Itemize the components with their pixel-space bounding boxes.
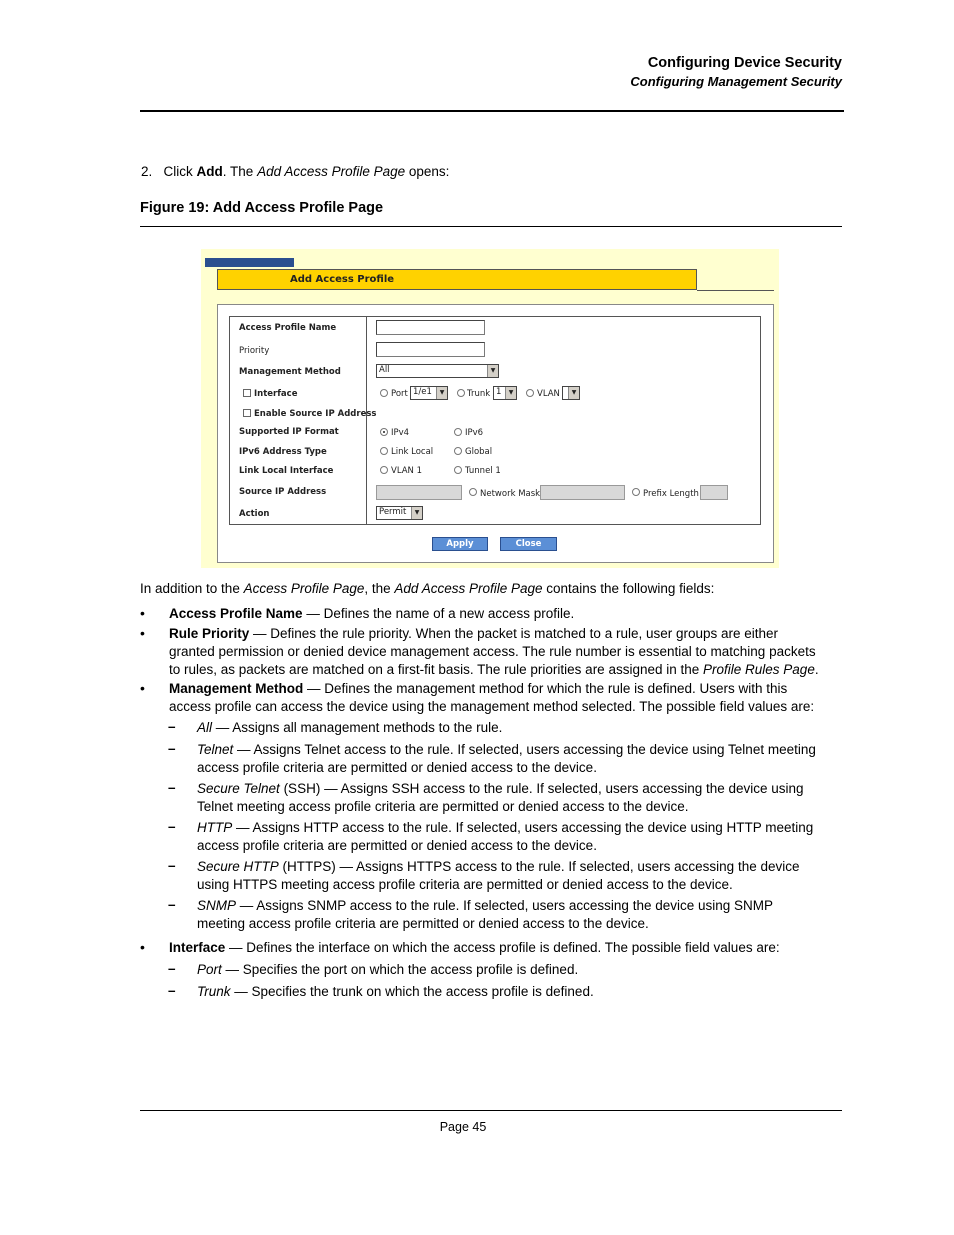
dropdown-arrow-icon: ▼	[411, 507, 422, 519]
title-underline	[697, 290, 774, 291]
management-method-select[interactable]	[376, 364, 499, 378]
step-page: Add Access Profile Page	[257, 164, 406, 179]
trunk-value: 1	[496, 387, 502, 397]
intro-paragraph	[140, 580, 714, 598]
ipv6-radio[interactable]	[454, 428, 462, 436]
vlan-select[interactable]	[562, 386, 580, 400]
prefix-length-label: Prefix Length	[643, 489, 699, 499]
label-interface: Interface	[254, 389, 298, 399]
port-radio[interactable]	[380, 389, 388, 397]
page-number: Page 45	[439, 1120, 487, 1134]
intro-e: contains the following fields:	[542, 581, 715, 596]
vlan1-label: VLAN 1	[391, 466, 423, 476]
label-supported-ip-format: Supported IP Format	[239, 427, 339, 437]
interface-checkbox[interactable]	[243, 389, 251, 397]
term: HTTP	[197, 820, 233, 835]
desc: — Specifies the port on which the access profile is defined.	[221, 962, 579, 977]
enable-source-ip-checkbox[interactable]	[243, 409, 251, 417]
term: Rule Priority	[169, 626, 250, 641]
ipv6-label: IPv6	[465, 428, 484, 438]
term: SNMP	[197, 898, 237, 913]
access-profile-name-input[interactable]	[376, 320, 485, 335]
header-rule	[140, 110, 844, 112]
bullet-access-profile-name	[169, 605, 849, 623]
desc: — Defines the name of a new access profile.	[302, 606, 575, 621]
term: Port	[197, 962, 222, 977]
source-ip-input[interactable]	[376, 485, 462, 500]
desc: — Assigns all management methods to the rule.	[212, 720, 503, 735]
vlan-radio[interactable]	[526, 389, 534, 397]
method-snmp	[197, 897, 847, 933]
dash-icon: –	[168, 858, 176, 873]
bullet-icon: •	[140, 605, 145, 621]
bullet-icon: •	[140, 625, 145, 641]
method-ssh	[197, 780, 847, 816]
desc: — Assigns SNMP access to the rule. If selected, users accessing the device using SNMP	[236, 898, 774, 913]
action-value: Permit	[379, 507, 407, 517]
interface-trunk	[197, 983, 847, 1001]
term: Trunk	[197, 984, 231, 999]
term: Management Method	[169, 681, 304, 696]
desc: — Assigns Telnet access to the rule. If selected, users accessing the device using Telnet meeting	[233, 742, 816, 757]
method-https	[197, 858, 847, 894]
trunk-radio[interactable]	[457, 389, 465, 397]
trunk-select[interactable]	[493, 386, 517, 400]
port-radio-label: Port	[391, 389, 408, 399]
vlan-radio-label: VLAN	[537, 389, 560, 399]
global-label: Global	[465, 447, 493, 457]
intro-c: , the	[364, 581, 395, 596]
desc: to rules, as packets are matched on a first-fit basis. The rule priorities are assigned in the	[169, 662, 704, 677]
label-access-profile-name: Access Profile Name	[239, 323, 337, 333]
step-the: . The	[222, 164, 258, 179]
step-add: Add	[196, 164, 223, 179]
desc: — Assigns HTTP access to the rule. If selected, users accessing the device using HTTP meeting	[232, 820, 814, 835]
network-mask-input[interactable]	[540, 485, 625, 500]
desc: (HTTPS) — Assigns HTTPS access to the rule. If selected, users accessing the device	[278, 859, 800, 874]
tunnel1-radio[interactable]	[454, 466, 462, 474]
term: Secure HTTP	[197, 859, 279, 874]
bullet-icon: •	[140, 680, 145, 696]
step-opens: opens:	[405, 164, 450, 179]
dash-icon: –	[168, 961, 176, 976]
dash-icon: –	[168, 741, 176, 756]
intro-b: Access Profile Page	[243, 581, 365, 596]
close-button[interactable]: Close	[500, 537, 557, 551]
apply-button[interactable]: Apply	[432, 537, 488, 551]
port-select[interactable]	[410, 386, 448, 400]
dash-icon: –	[168, 719, 176, 734]
form-title-bar: Add Access Profile	[217, 269, 697, 290]
label-enable-source-ip: Enable Source IP Address	[254, 409, 377, 419]
desc: — Specifies the trunk on which the access profile is defined.	[230, 984, 594, 999]
method-http	[197, 819, 847, 855]
dash-icon: –	[168, 780, 176, 795]
desc2: using HTTPS meeting access profile criteria are permitted or denied access to the device.	[197, 877, 733, 892]
intro-a: In addition to the	[140, 581, 244, 596]
form-divider	[366, 316, 367, 525]
network-mask-label: Network Mask	[480, 489, 541, 499]
interface-port	[197, 961, 847, 979]
label-source-ip-address: Source IP Address	[239, 487, 327, 497]
rule-priority-line2: granted permission or denied device management access. The rule number is essential to matching packets	[169, 644, 816, 659]
term: Telnet	[197, 742, 234, 757]
desc: — Defines the interface on which the access profile is defined. The possible field values are:	[225, 940, 780, 955]
bullet-rule-priority	[169, 625, 849, 643]
label-priority: Priority	[239, 346, 270, 356]
rule-priority-line3	[169, 661, 819, 679]
dropdown-arrow-icon: ▼	[568, 387, 579, 399]
link-local-radio[interactable]	[380, 447, 388, 455]
step-number: 2.	[141, 164, 153, 179]
desc2: Telnet meeting access profile criteria are permitted or denied access to the device.	[197, 799, 689, 814]
dash-icon: –	[168, 819, 176, 834]
desc2: access profile criteria are permitted or denied access to the device.	[197, 760, 597, 775]
footer-rule	[140, 1110, 842, 1111]
global-radio[interactable]	[454, 447, 462, 455]
dash-icon: –	[168, 983, 176, 998]
port-value: 1/e1	[413, 387, 432, 397]
desc: (SSH) — Assigns SSH access to the rule. If selected, users accessing the device using	[279, 781, 804, 796]
management-method-line2: access profile can access the device using the management method selected. The possible field values are:	[169, 699, 815, 714]
figure-caption: Figure 19: Add Access Profile Page	[140, 200, 384, 216]
desc2: access profile criteria are permitted or denied access to the device.	[197, 838, 597, 853]
step-click: Click	[163, 164, 197, 179]
step-2	[141, 164, 449, 179]
bullet-icon: •	[140, 939, 145, 955]
method-telnet	[197, 741, 847, 777]
management-method-value: All	[379, 365, 390, 375]
trunk-radio-label: Trunk	[467, 389, 491, 399]
tab-stub	[205, 258, 294, 267]
label-management-method: Management Method	[239, 367, 341, 377]
dropdown-arrow-icon: ▼	[487, 365, 498, 377]
term: All	[197, 720, 213, 735]
running-header-title: Configuring Device Security	[647, 55, 842, 71]
desc: — Defines the management method for which the rule is defined. Users with this	[303, 681, 788, 696]
end: .	[814, 662, 819, 677]
figure-rule	[140, 226, 842, 227]
desc2: meeting access profile criteria are permitted or denied access to the device.	[197, 916, 649, 931]
tunnel1-label: Tunnel 1	[465, 466, 501, 476]
term: Interface	[169, 940, 226, 955]
term: Access Profile Name	[169, 606, 303, 621]
ipv4-radio[interactable]	[380, 428, 388, 436]
running-header-subtitle: Configuring Management Security	[630, 74, 842, 89]
action-select[interactable]	[376, 506, 423, 520]
label-ipv6-address-type: IPv6 Address Type	[239, 447, 327, 457]
link-local-label: Link Local	[391, 447, 434, 457]
bullet-interface	[169, 939, 849, 957]
bullet-management-method	[169, 680, 849, 698]
prefix-length-radio[interactable]	[632, 488, 640, 496]
term: Secure Telnet	[197, 781, 280, 796]
network-mask-radio[interactable]	[469, 488, 477, 496]
method-all	[197, 719, 847, 737]
dropdown-arrow-icon: ▼	[436, 387, 447, 399]
vlan1-radio[interactable]	[380, 466, 388, 474]
dash-icon: –	[168, 897, 176, 912]
label-link-local-interface: Link Local Interface	[239, 466, 334, 476]
ipv4-label: IPv4	[391, 428, 410, 438]
prefix-length-input[interactable]	[700, 485, 728, 500]
dropdown-arrow-icon: ▼	[505, 387, 516, 399]
intro-d: Add Access Profile Page	[394, 581, 543, 596]
label-action: Action	[239, 509, 270, 519]
ref: Profile Rules Page	[703, 662, 815, 677]
desc: — Defines the rule priority. When the packet is matched to a rule, user groups are either	[249, 626, 779, 641]
priority-input[interactable]	[376, 342, 485, 357]
